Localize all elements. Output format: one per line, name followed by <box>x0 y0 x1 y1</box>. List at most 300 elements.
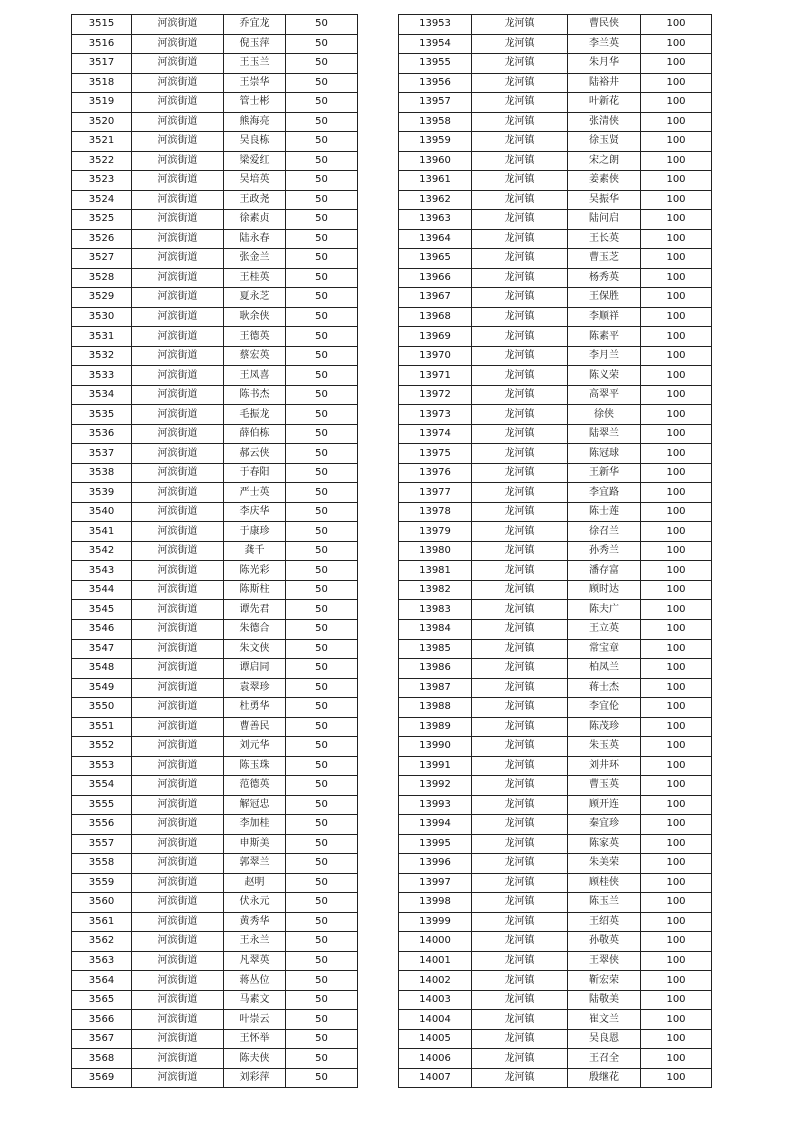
row-number-cell: 13998 <box>399 893 472 913</box>
name-cell: 杨秀英 <box>568 268 641 288</box>
name-cell: 陆裕井 <box>568 73 641 93</box>
table-row <box>72 424 358 444</box>
district-cell: 河滨街道 <box>132 132 224 152</box>
amount-cell: 100 <box>641 990 712 1010</box>
amount-cell: 100 <box>641 307 712 327</box>
name-cell: 陈冠球 <box>568 444 641 464</box>
name-cell: 朱玉英 <box>568 737 641 757</box>
district-cell: 龙河镇 <box>472 795 568 815</box>
district-cell: 龙河镇 <box>472 873 568 893</box>
amount-cell: 50 <box>286 112 358 132</box>
district-cell: 龙河镇 <box>472 93 568 113</box>
district-cell: 龙河镇 <box>472 405 568 425</box>
row-number-cell: 3523 <box>72 171 132 191</box>
row-number-cell: 3539 <box>72 483 132 503</box>
row-number-cell: 3525 <box>72 210 132 230</box>
row-number-cell: 13990 <box>399 737 472 757</box>
row-number-cell: 3555 <box>72 795 132 815</box>
table-row <box>72 112 358 132</box>
name-cell: 姜素侠 <box>568 171 641 191</box>
district-cell: 河滨街道 <box>132 268 224 288</box>
table-row <box>72 249 358 269</box>
row-number-cell: 3553 <box>72 756 132 776</box>
amount-cell: 100 <box>641 1049 712 1069</box>
name-cell: 王长英 <box>568 229 641 249</box>
district-cell: 河滨街道 <box>132 522 224 542</box>
district-cell: 河滨街道 <box>132 990 224 1010</box>
amount-cell: 50 <box>286 268 358 288</box>
district-cell: 龙河镇 <box>472 561 568 581</box>
table-row <box>399 268 712 288</box>
district-cell: 河滨街道 <box>132 54 224 74</box>
name-cell: 蔡宏英 <box>224 346 286 366</box>
row-number-cell: 3519 <box>72 93 132 113</box>
name-cell: 倪玉萍 <box>224 34 286 54</box>
table-row <box>72 1029 358 1049</box>
name-cell: 梁爱红 <box>224 151 286 171</box>
row-number-cell: 13957 <box>399 93 472 113</box>
row-number-cell: 3544 <box>72 580 132 600</box>
district-cell: 河滨街道 <box>132 171 224 191</box>
table-row <box>72 268 358 288</box>
amount-cell: 50 <box>286 132 358 152</box>
district-cell: 河滨街道 <box>132 190 224 210</box>
name-cell: 王政尧 <box>224 190 286 210</box>
table-row <box>399 776 712 796</box>
name-cell: 陈夫广 <box>568 600 641 620</box>
row-number-cell: 3517 <box>72 54 132 74</box>
table-row <box>72 93 358 113</box>
table-row <box>72 15 358 35</box>
amount-cell: 100 <box>641 776 712 796</box>
table-row <box>399 639 712 659</box>
table-row <box>399 951 712 971</box>
row-number-cell: 13970 <box>399 346 472 366</box>
table-row <box>72 776 358 796</box>
table-row <box>72 1010 358 1030</box>
name-cell: 徐玉贤 <box>568 132 641 152</box>
row-number-cell: 13953 <box>399 15 472 35</box>
row-number-cell: 13969 <box>399 327 472 347</box>
table-row <box>399 932 712 952</box>
name-cell: 张金兰 <box>224 249 286 269</box>
table-row <box>399 502 712 522</box>
amount-cell: 50 <box>286 288 358 308</box>
name-cell: 伏永元 <box>224 893 286 913</box>
table-row <box>399 1010 712 1030</box>
amount-cell: 100 <box>641 327 712 347</box>
name-cell: 于康珍 <box>224 522 286 542</box>
table-row <box>72 288 358 308</box>
table-row <box>399 366 712 386</box>
district-cell: 河滨街道 <box>132 463 224 483</box>
district-cell: 河滨街道 <box>132 346 224 366</box>
amount-cell: 50 <box>286 912 358 932</box>
district-cell: 河滨街道 <box>132 327 224 347</box>
row-number-cell: 3549 <box>72 678 132 698</box>
amount-cell: 100 <box>641 132 712 152</box>
table-row <box>72 346 358 366</box>
table-row <box>399 698 712 718</box>
row-number-cell: 13999 <box>399 912 472 932</box>
amount-cell: 100 <box>641 912 712 932</box>
table-row <box>72 873 358 893</box>
name-cell: 柏凤兰 <box>568 659 641 679</box>
name-cell: 殷继花 <box>568 1068 641 1088</box>
table-row <box>72 717 358 737</box>
district-cell: 河滨街道 <box>132 405 224 425</box>
district-cell: 龙河镇 <box>472 990 568 1010</box>
amount-cell: 100 <box>641 756 712 776</box>
district-cell: 龙河镇 <box>472 776 568 796</box>
name-cell: 龚千 <box>224 541 286 561</box>
row-number-cell: 3542 <box>72 541 132 561</box>
amount-cell: 100 <box>641 288 712 308</box>
row-number-cell: 14005 <box>399 1029 472 1049</box>
name-cell: 靳宏荣 <box>568 971 641 991</box>
table-row <box>72 171 358 191</box>
row-number-cell: 3541 <box>72 522 132 542</box>
amount-cell: 50 <box>286 151 358 171</box>
amount-cell: 50 <box>286 639 358 659</box>
amount-cell: 100 <box>641 854 712 874</box>
name-cell: 宋之朗 <box>568 151 641 171</box>
district-cell: 龙河镇 <box>472 385 568 405</box>
district-cell: 河滨街道 <box>132 893 224 913</box>
row-number-cell: 3520 <box>72 112 132 132</box>
name-cell: 王怀举 <box>224 1029 286 1049</box>
district-cell: 龙河镇 <box>472 737 568 757</box>
row-number-cell: 13984 <box>399 619 472 639</box>
amount-cell: 50 <box>286 444 358 464</box>
amount-cell: 100 <box>641 171 712 191</box>
amount-cell: 50 <box>286 971 358 991</box>
amount-cell: 50 <box>286 815 358 835</box>
table-row <box>399 912 712 932</box>
table-row <box>399 307 712 327</box>
district-cell: 河滨街道 <box>132 834 224 854</box>
amount-cell: 100 <box>641 971 712 991</box>
district-cell: 龙河镇 <box>472 463 568 483</box>
row-number-cell: 3532 <box>72 346 132 366</box>
row-number-cell: 13980 <box>399 541 472 561</box>
district-cell: 河滨街道 <box>132 385 224 405</box>
row-number-cell: 13983 <box>399 600 472 620</box>
table-row <box>399 600 712 620</box>
amount-cell: 50 <box>286 659 358 679</box>
name-cell: 叶新花 <box>568 93 641 113</box>
table-row <box>399 385 712 405</box>
table-row <box>72 893 358 913</box>
name-cell: 王新华 <box>568 463 641 483</box>
table-row <box>72 678 358 698</box>
amount-cell: 100 <box>641 600 712 620</box>
name-cell: 曹善民 <box>224 717 286 737</box>
name-cell: 郭翠兰 <box>224 854 286 874</box>
row-number-cell: 13975 <box>399 444 472 464</box>
district-cell: 河滨街道 <box>132 737 224 757</box>
table-row <box>399 405 712 425</box>
amount-cell: 100 <box>641 698 712 718</box>
row-number-cell: 3567 <box>72 1029 132 1049</box>
amount-cell: 50 <box>286 15 358 35</box>
district-cell: 河滨街道 <box>132 561 224 581</box>
district-cell: 河滨街道 <box>132 151 224 171</box>
row-number-cell: 3529 <box>72 288 132 308</box>
name-cell: 李兰英 <box>568 34 641 54</box>
name-cell: 刘彩萍 <box>224 1068 286 1088</box>
district-cell: 龙河镇 <box>472 132 568 152</box>
name-cell: 陆翠兰 <box>568 424 641 444</box>
table-row <box>72 483 358 503</box>
district-cell: 河滨街道 <box>132 73 224 93</box>
district-cell: 河滨街道 <box>132 483 224 503</box>
table-row <box>72 307 358 327</box>
table-row <box>399 756 712 776</box>
table-row <box>72 151 358 171</box>
amount-cell: 100 <box>641 619 712 639</box>
name-cell: 陆永春 <box>224 229 286 249</box>
district-cell: 龙河镇 <box>472 171 568 191</box>
name-cell: 王凤喜 <box>224 366 286 386</box>
name-cell: 崔文兰 <box>568 1010 641 1030</box>
name-cell: 常宝章 <box>568 639 641 659</box>
name-cell: 曹民侠 <box>568 15 641 35</box>
amount-cell: 100 <box>641 405 712 425</box>
district-cell: 龙河镇 <box>472 502 568 522</box>
table-row <box>72 639 358 659</box>
amount-cell: 50 <box>286 249 358 269</box>
district-cell: 河滨街道 <box>132 873 224 893</box>
name-cell: 徐素贞 <box>224 210 286 230</box>
name-cell: 王玉兰 <box>224 54 286 74</box>
row-number-cell: 3554 <box>72 776 132 796</box>
name-cell: 朱美荣 <box>568 854 641 874</box>
amount-cell: 100 <box>641 659 712 679</box>
district-cell: 龙河镇 <box>472 346 568 366</box>
amount-cell: 100 <box>641 34 712 54</box>
table-row <box>72 132 358 152</box>
district-cell: 龙河镇 <box>472 15 568 35</box>
name-cell: 吴培英 <box>224 171 286 191</box>
table-row <box>399 346 712 366</box>
district-cell: 河滨街道 <box>132 795 224 815</box>
district-cell: 龙河镇 <box>472 229 568 249</box>
row-number-cell: 3534 <box>72 385 132 405</box>
district-cell: 龙河镇 <box>472 327 568 347</box>
amount-cell: 50 <box>286 698 358 718</box>
district-cell: 河滨街道 <box>132 1049 224 1069</box>
name-cell: 叶崇云 <box>224 1010 286 1030</box>
right-table-body <box>399 15 712 1088</box>
name-cell: 王保胜 <box>568 288 641 308</box>
row-number-cell: 13979 <box>399 522 472 542</box>
amount-cell: 50 <box>286 210 358 230</box>
row-number-cell: 3561 <box>72 912 132 932</box>
table-row <box>72 795 358 815</box>
row-number-cell: 13978 <box>399 502 472 522</box>
district-cell: 龙河镇 <box>472 698 568 718</box>
row-number-cell: 3568 <box>72 1049 132 1069</box>
amount-cell: 100 <box>641 1068 712 1088</box>
name-cell: 顾时达 <box>568 580 641 600</box>
amount-cell: 50 <box>286 951 358 971</box>
name-cell: 吴良恩 <box>568 1029 641 1049</box>
district-cell: 河滨街道 <box>132 541 224 561</box>
table-row <box>399 424 712 444</box>
name-cell: 陈家英 <box>568 834 641 854</box>
district-cell: 河滨街道 <box>132 951 224 971</box>
name-cell: 李月兰 <box>568 346 641 366</box>
district-cell: 河滨街道 <box>132 912 224 932</box>
district-cell: 龙河镇 <box>472 1010 568 1030</box>
row-number-cell: 13965 <box>399 249 472 269</box>
table-row <box>399 93 712 113</box>
amount-cell: 100 <box>641 951 712 971</box>
amount-cell: 50 <box>286 171 358 191</box>
table-row <box>399 815 712 835</box>
row-number-cell: 3538 <box>72 463 132 483</box>
table-row <box>399 1049 712 1069</box>
amount-cell: 100 <box>641 210 712 230</box>
table-row <box>399 971 712 991</box>
name-cell: 孙秀兰 <box>568 541 641 561</box>
row-number-cell: 13989 <box>399 717 472 737</box>
amount-cell: 50 <box>286 405 358 425</box>
name-cell: 郝云侠 <box>224 444 286 464</box>
amount-cell: 50 <box>286 893 358 913</box>
row-number-cell: 3565 <box>72 990 132 1010</box>
row-number-cell: 13964 <box>399 229 472 249</box>
district-cell: 龙河镇 <box>472 210 568 230</box>
district-cell: 龙河镇 <box>472 249 568 269</box>
name-cell: 孙敬英 <box>568 932 641 952</box>
district-cell: 龙河镇 <box>472 834 568 854</box>
amount-cell: 100 <box>641 932 712 952</box>
amount-cell: 50 <box>286 424 358 444</box>
row-number-cell: 3528 <box>72 268 132 288</box>
amount-cell: 100 <box>641 893 712 913</box>
table-row <box>72 580 358 600</box>
row-number-cell: 13996 <box>399 854 472 874</box>
amount-cell: 50 <box>286 1068 358 1088</box>
name-cell: 朱文侠 <box>224 639 286 659</box>
table-row <box>399 171 712 191</box>
district-cell: 龙河镇 <box>472 893 568 913</box>
name-cell: 陈光彩 <box>224 561 286 581</box>
amount-cell: 50 <box>286 346 358 366</box>
name-cell: 朱月华 <box>568 54 641 74</box>
amount-cell: 100 <box>641 873 712 893</box>
district-cell: 河滨街道 <box>132 366 224 386</box>
district-cell: 河滨街道 <box>132 756 224 776</box>
amount-cell: 50 <box>286 600 358 620</box>
row-number-cell: 13997 <box>399 873 472 893</box>
district-cell: 龙河镇 <box>472 756 568 776</box>
amount-cell: 100 <box>641 346 712 366</box>
district-cell: 龙河镇 <box>472 678 568 698</box>
table-row <box>72 1068 358 1088</box>
row-number-cell: 13994 <box>399 815 472 835</box>
district-cell: 河滨街道 <box>132 1029 224 1049</box>
name-cell: 王翠侠 <box>568 951 641 971</box>
table-row <box>399 678 712 698</box>
name-cell: 陈书杰 <box>224 385 286 405</box>
row-number-cell: 3550 <box>72 698 132 718</box>
name-cell: 陈义荣 <box>568 366 641 386</box>
row-number-cell: 3543 <box>72 561 132 581</box>
amount-cell: 100 <box>641 112 712 132</box>
table-row <box>399 737 712 757</box>
row-number-cell: 3524 <box>72 190 132 210</box>
name-cell: 薛伯栋 <box>224 424 286 444</box>
amount-cell: 50 <box>286 834 358 854</box>
table-row <box>399 54 712 74</box>
name-cell: 陈玉珠 <box>224 756 286 776</box>
district-cell: 河滨街道 <box>132 659 224 679</box>
table-row <box>399 522 712 542</box>
district-cell: 龙河镇 <box>472 600 568 620</box>
row-number-cell: 3531 <box>72 327 132 347</box>
table-row <box>72 444 358 464</box>
district-cell: 龙河镇 <box>472 54 568 74</box>
district-cell: 龙河镇 <box>472 1068 568 1088</box>
row-number-cell: 3530 <box>72 307 132 327</box>
district-cell: 河滨街道 <box>132 815 224 835</box>
table-row <box>399 15 712 35</box>
row-number-cell: 3540 <box>72 502 132 522</box>
name-cell: 李顺祥 <box>568 307 641 327</box>
table-row <box>72 1049 358 1069</box>
row-number-cell: 13961 <box>399 171 472 191</box>
row-number-cell: 13976 <box>399 463 472 483</box>
name-cell: 徐召兰 <box>568 522 641 542</box>
table-row <box>72 834 358 854</box>
table-row <box>399 34 712 54</box>
name-cell: 吴振华 <box>568 190 641 210</box>
amount-cell: 50 <box>286 483 358 503</box>
table-row <box>72 73 358 93</box>
table-row <box>399 483 712 503</box>
row-number-cell: 14004 <box>399 1010 472 1030</box>
row-number-cell: 13954 <box>399 34 472 54</box>
row-number-cell: 3556 <box>72 815 132 835</box>
district-cell: 龙河镇 <box>472 522 568 542</box>
amount-cell: 50 <box>286 873 358 893</box>
district-cell: 龙河镇 <box>472 541 568 561</box>
district-cell: 龙河镇 <box>472 717 568 737</box>
amount-cell: 50 <box>286 619 358 639</box>
table-row <box>72 698 358 718</box>
table-row <box>399 561 712 581</box>
row-number-cell: 3557 <box>72 834 132 854</box>
row-number-cell: 3548 <box>72 659 132 679</box>
amount-cell: 100 <box>641 1029 712 1049</box>
name-cell: 李庆华 <box>224 502 286 522</box>
table-row <box>399 190 712 210</box>
amount-cell: 100 <box>641 815 712 835</box>
amount-cell: 50 <box>286 561 358 581</box>
name-cell: 顾开连 <box>568 795 641 815</box>
table-row <box>72 854 358 874</box>
district-cell: 河滨街道 <box>132 971 224 991</box>
name-cell: 王绍英 <box>568 912 641 932</box>
row-number-cell: 3562 <box>72 932 132 952</box>
name-cell: 乔宜龙 <box>224 15 286 35</box>
amount-cell: 50 <box>286 229 358 249</box>
table-row <box>72 210 358 230</box>
amount-cell: 50 <box>286 190 358 210</box>
